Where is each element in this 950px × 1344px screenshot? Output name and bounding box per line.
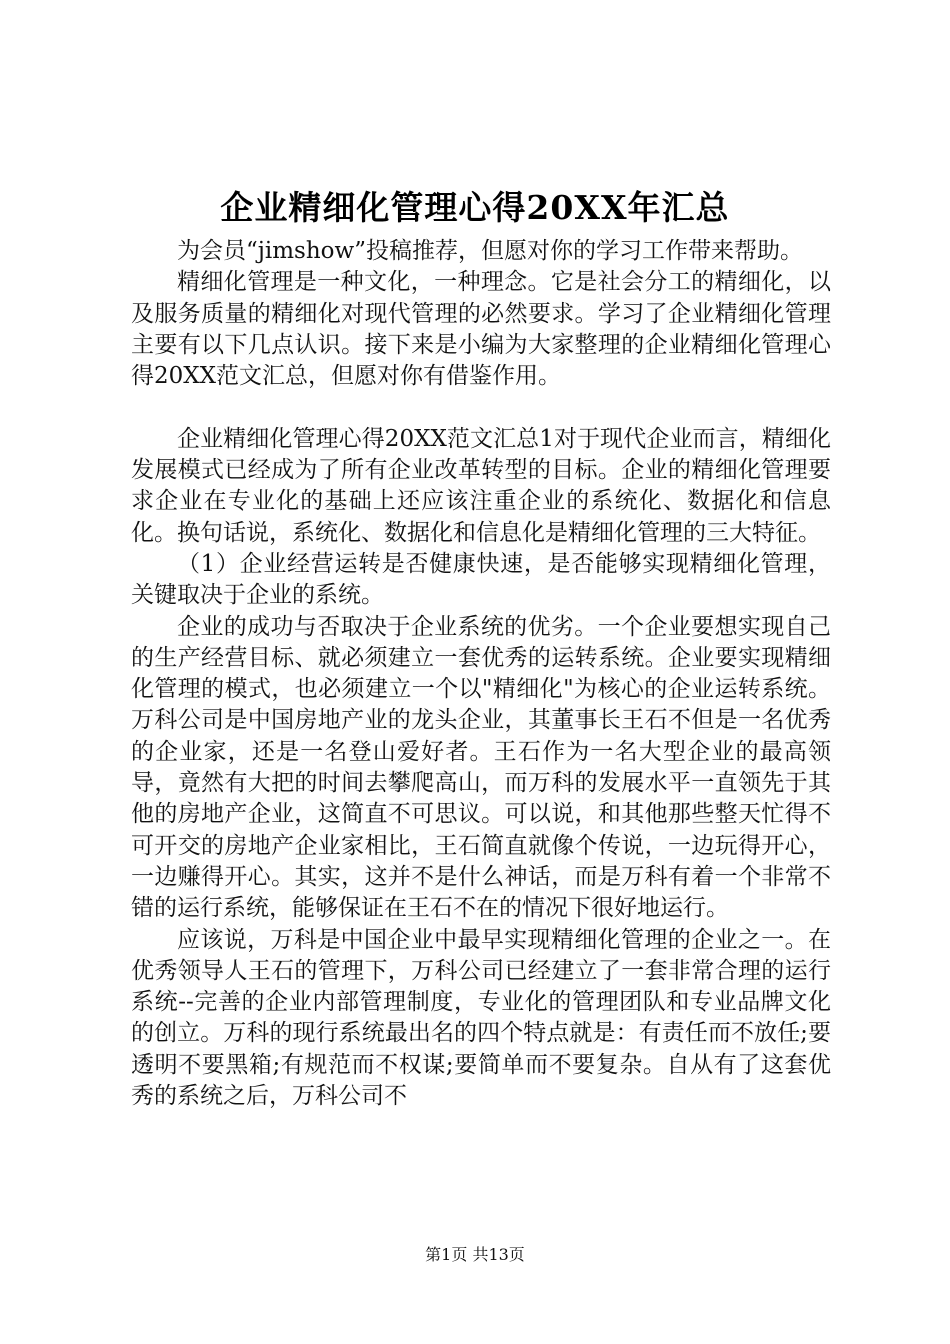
paragraph-point-1: （1）企业经营运转是否健康快速，是否能够实现精细化管理，关键取决于企业的系统。 <box>131 550 831 609</box>
page-number-footer: 第1页 共13页 <box>425 1245 525 1264</box>
paragraph-section-1: 企业精细化管理心得20XX范文汇总1对于现代企业而言，精细化发展模式已经成为了所有企业改革转型的目标。企业的精细化管理要求企业在专业化的基础上还应该注重企业的系统化、数据化和信息化。换句话说，系统化、数据化和信息化是精细化管理的三大特征。 <box>131 425 831 546</box>
paragraph-system: 企业的成功与否取决于企业系统的优劣。一个企业要想实现自己的生产经营目标、就必须建立一套优秀的运转系统。企业要实现精细化管理的模式，也必须建立一个以"精细化"为核心的企业运转系统。万科公司是中国房地产业的龙头企业，其董事长王石不但是一名优秀的企业家，还是一名登山爱好者。王石作为一名大型企业的最高领导，竟然有大把的时间去攀爬高山，而万科的发展水平一直领先于其他的房地产企业，这简直不可思议。可以说，和其他那些整天忙得不可开交的房地产企业家相比，王石简直就像个传说，一边玩得开心，一边赚得开心。其实，这并不是什么神话，而是万科有着一个非常不错的运行系统，能够保证在王石不在的情况下很好地运行。 <box>131 613 831 922</box>
paragraph-vanke: 应该说，万科是中国企业中最早实现精细化管理的企业之一。在优秀领导人王石的管理下，万科公司已经建立了一套非常合理的运行系统--完善的企业内部管理制度，专业化的管理团队和专业品牌文化的创立。万科的现行系统最出名的四个特点就是：有责任而不放任;要透明不要黑箱;有规范而不权谋;要简单而不要复杂。自从有了这套优秀的系统之后，万科公司不 <box>131 926 831 1110</box>
paragraph-spacer <box>131 392 831 423</box>
document-title: 企业精细化管理心得20XX年汇总 <box>220 188 730 227</box>
paragraph-summary: 精细化管理是一种文化，一种理念。它是社会分工的精细化，以及服务质量的精细化对现代管理的必然要求。学习了企业精细化管理主要有以下几点认识。接下来是小编为大家整理的企业精细化管理心得20XX范文汇总，但愿对你有借鉴作用。 <box>131 269 831 390</box>
document-body <box>131 236 831 1112</box>
paragraph-intro: 为会员“jimshow”投稿推荐，但愿对你的学习工作带来帮助。 <box>177 238 803 264</box>
